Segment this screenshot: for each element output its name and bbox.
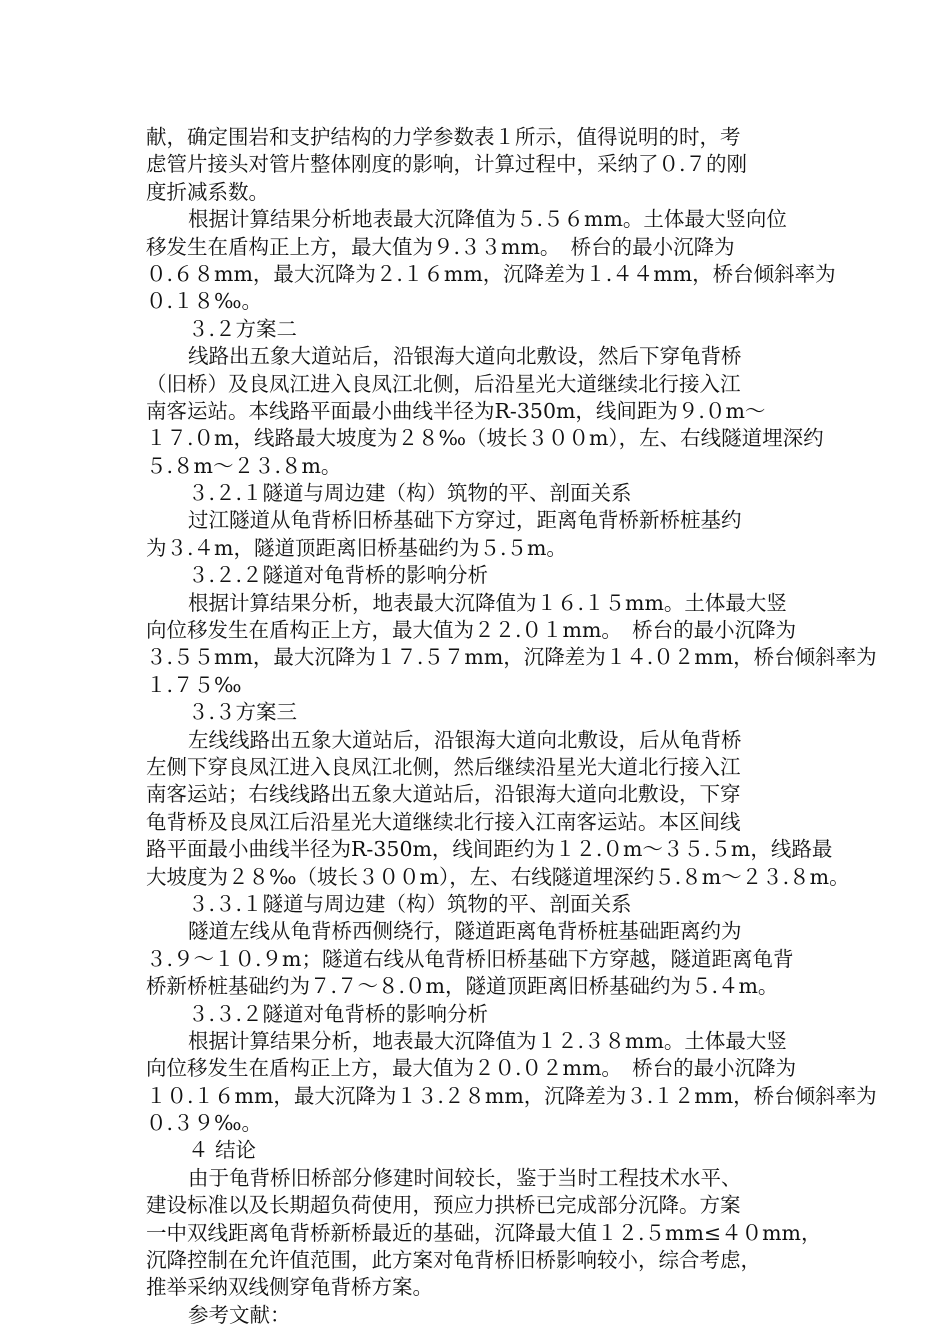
text-line: ０.３９‰。 xyxy=(146,1111,263,1136)
text-line: 沉降控制在允许值范围，此方案对龟背桥旧桥影响较小，综合考虑， xyxy=(146,1248,761,1273)
text-line: ４ 结论 xyxy=(188,1138,257,1163)
text-line: 向位移发生在盾构正上方，最大值为２０.０２mm。 桥台的最小沉降为 xyxy=(146,1056,797,1081)
text-line: １０.１６mm，最大沉降为１３.２８mm，沉降差为３.１２mm，桥台倾斜率为 xyxy=(146,1083,877,1108)
text-line: １７.０m，线路最大坡度为２８‰（坡长３００m），左、右线隧道埋深约 xyxy=(146,426,824,451)
body-text xyxy=(146,124,877,1329)
text-line: 大坡度为２８‰（坡长３００m），左、右线隧道埋深约５.８m～２３.８m。 xyxy=(146,864,850,889)
text-line: 过江隧道从龟背桥旧桥基础下方穿过，距离龟背桥新桥桩基约 xyxy=(188,508,742,533)
text-line: ３.５５mm，最大沉降为１７.５７mm，沉降差为１４.０２mm，桥台倾斜率为 xyxy=(146,645,877,670)
text-line: 向位移发生在盾构正上方，最大值为２２.０１mm。 桥台的最小沉降为 xyxy=(146,618,797,643)
text-line: 路平面最小曲线半径为R-350m，线间距约为１２.０m～３５.５m，线路最 xyxy=(146,837,833,862)
text-line: 为３.４m，隧道顶距离旧桥基础约为５.５m。 xyxy=(146,535,567,560)
text-line: 一中双线距离龟背桥新桥最近的基础，沉降最大值１２.５mm≤４０mm， xyxy=(146,1220,822,1245)
text-line: 桥新桥桩基础约为７.７～８.０m，隧道顶距离旧桥基础约为５.４m。 xyxy=(146,974,779,999)
text-line: （旧桥）及良凤江进入良凤江北侧，后沿星光大道继续北行接入江 xyxy=(146,371,741,396)
text-line: 龟背桥及良凤江后沿星光大道继续北行接入江南客运站。本区间线 xyxy=(146,809,741,834)
text-line: 根据计算结果分析，地表最大沉降值为１２.３８mm。土体最大竖 xyxy=(188,1028,787,1053)
text-line: 根据计算结果分析，地表最大沉降值为１６.１５mm。土体最大竖 xyxy=(188,590,787,615)
text-line: 左线线路出五象大道站后，沿银海大道向北敷设，后从龟背桥 xyxy=(188,727,742,752)
text-line: ３.３.１隧道与周边建（构）筑物的平、剖面关系 xyxy=(188,891,632,916)
text-line: 参考文献： xyxy=(188,1302,291,1327)
text-line: ３.２.１隧道与周边建（构）筑物的平、剖面关系 xyxy=(188,481,632,506)
text-line: 推举采纳双线侧穿龟背桥方案。 xyxy=(146,1275,433,1300)
text-line: 根据计算结果分析地表最大沉降值为５.５６mm。土体最大竖向位 xyxy=(188,207,787,232)
text-line: 左侧下穿良凤江进入良凤江北侧，然后继续沿星光大道北行接入江 xyxy=(146,754,741,779)
text-line: 度折减系数。 xyxy=(146,179,269,204)
text-line: 南客运站。本线路平面最小曲线半径为R-350m，线间距为９.０m～ xyxy=(146,398,766,423)
text-line: ５.８m～２３.８m。 xyxy=(146,453,342,478)
text-line: 移发生在盾构正上方，最大值为９.３３mm。 桥台的最小沉降为 xyxy=(146,234,735,259)
text-line: 线路出五象大道站后，沿银海大道向北敷设，然后下穿龟背桥 xyxy=(188,344,742,369)
text-line: １.７５‰ xyxy=(146,672,242,697)
text-line: 南客运站；右线线路出五象大道站后，沿银海大道向北敷设，下穿 xyxy=(146,782,741,807)
text-line: ３.２.２隧道对龟背桥的影响分析 xyxy=(188,563,489,588)
text-line: 隧道左线从龟背桥西侧绕行，隧道距离龟背桥桩基础距离约为 xyxy=(188,919,742,944)
text-line: ０.６８mm，最大沉降为２.１６mm，沉降差为１.４４mm，桥台倾斜率为 xyxy=(146,261,836,286)
text-line: ３.２方案二 xyxy=(188,316,298,341)
text-line: 虑管片接头对管片整体刚度的影响，计算过程中，采纳了０.７的刚 xyxy=(146,152,748,177)
text-line: ３.３方案三 xyxy=(188,700,298,725)
text-line: ３.３.２隧道对龟背桥的影响分析 xyxy=(188,1001,489,1026)
text-line: 建设标准以及长期超负荷使用，预应力拱桥已完成部分沉降。方案 xyxy=(146,1193,741,1218)
text-line: 献，确定围岩和支护结构的力学参数表１所示，值得说明的时，考 xyxy=(146,125,741,149)
text-line: ０.１８‰。 xyxy=(146,289,263,314)
text-line: ３.９～１０.９m；隧道右线从龟背桥旧桥基础下方穿越，隧道距离龟背 xyxy=(146,946,794,971)
text-line: 由于龟背桥旧桥部分修建时间较长，鉴于当时工程技术水平、 xyxy=(188,1165,742,1190)
